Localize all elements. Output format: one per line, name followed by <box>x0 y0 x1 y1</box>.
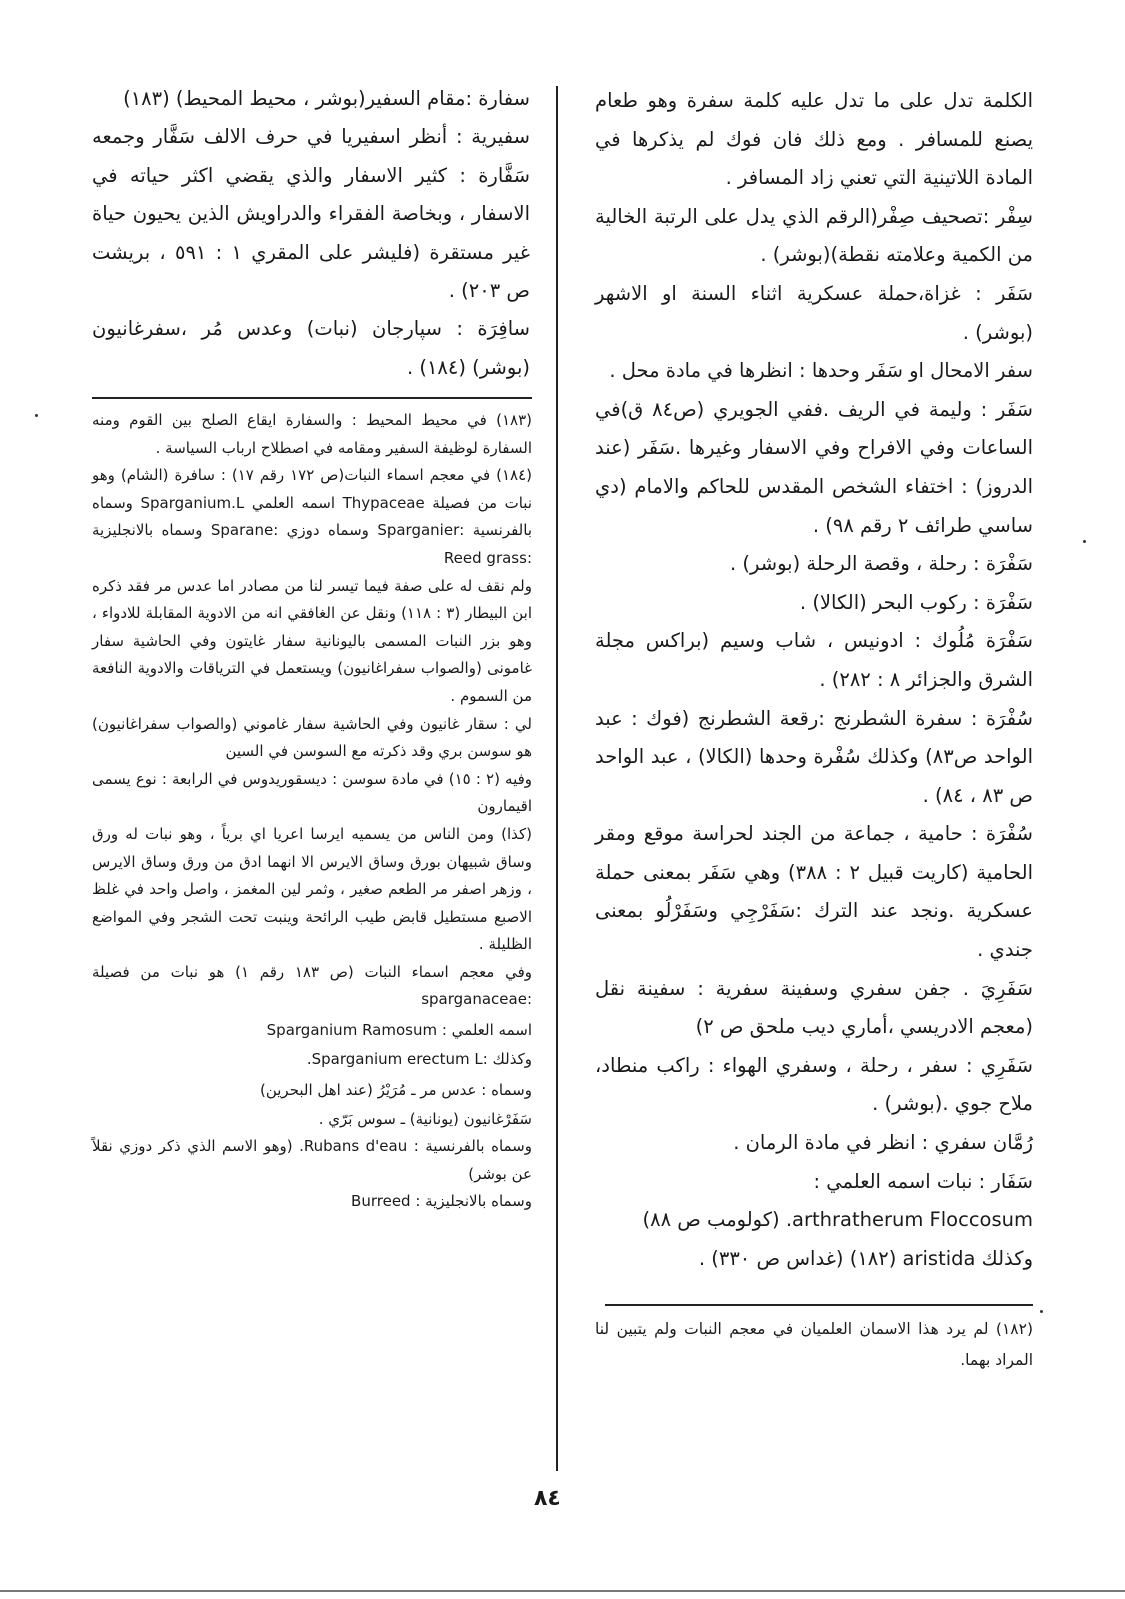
paragraph: سَفَار : نبات اسمه العلمي : <box>813 1169 1033 1193</box>
paragraph: سافِرَة : سپارجان (نبات) وعدس مُر ،سفرغانيون (بوشر) (١٨٤) . <box>92 317 530 379</box>
footnote: وسماه : عدس مر ـ مُرَيْرُ (عند اهل البحرين) <box>259 1080 532 1099</box>
paragraph: سَفْرَة : ركوب البحر (الكالا) . <box>799 590 1033 614</box>
footnote: (١٨٢) لم يرد هذا الاسمان العلميان في معجم النبات ولم يتبين لنا المراد بهما. <box>595 1320 1033 1370</box>
paragraph: سَفَرِيَ . جفن سفري وسفينة سفرية : سفينة نقل (معجم الادريسي ،أماري ديب ملحق ص ٢) <box>595 976 1033 1039</box>
footnote: وفيه (٢ : ١٥) في مادة سوسن : ديسقوريدوس في الرابعة : نوع يسمى اقيمارون <box>92 769 533 816</box>
paragraph: سَفْرَة مُلُوك : ادونيس ، شاب وسيم (براكس مجلة الشرق والجزائر ٨ : ٢٨٢) . <box>595 629 1033 691</box>
left-column-main <box>92 80 530 387</box>
footnote-divider <box>605 1304 1033 1306</box>
paragraph: سفارة :مقام السفير(بوشر ، محيط المحيط) (١٨٣) <box>123 87 530 110</box>
paragraph: سُفْرَة : حامية ، جماعة من الجند لحراسة موقع ومقر الحامية (كاريت قبيل ٢ : ٣٨٨) وهي سَفَر بمعنى حملة عسكرية .ونجد عند الترك :سَفَرْجِي وسَفَرْلُو بمعنى جندي . <box>595 822 1034 962</box>
paragraph: سَفْرَة : رحلة ، وقصة الرحلة (بوشر) . <box>729 552 1033 576</box>
footnote: لي : سقار غانيون وفي الحاشية سفار غاموني (والصواب سفراغانيون) هو سوسن بري وقد ذكرته مع السوسن في السين <box>92 714 532 761</box>
paragraph: arthratherum Floccosum. (كولومب ص ٨٨) <box>642 1208 1033 1232</box>
footnote-block <box>595 1314 1033 1376</box>
paragraph: سُفْرَة : سفرة الشطرنج :رقعة الشطرنج (فوك : عبد الواحد ص٨٣) وكذلك سُفْرة وحدها (الكالا) ، عبد الواحد ص ٨٣ ، ٨٤) . <box>595 706 1033 807</box>
paragraph: الكلمة تدل على ما تدل عليه كلمة سفرة وهو طعام يصنع للمسافر . ومع ذلك فان فوك لم يذكرها في المادة اللاتينية التي تعني زاد المسافر . <box>595 89 1033 190</box>
paragraph: سَفَر : غزاة،حملة عسكرية اثناء السنة او الاشهر (بوشر) . <box>595 281 1033 344</box>
footnote: ولم نقف له على صفة فيما تيسر لنا من مصادر اما عدس مر فقد ذكره ابن البيطار (٣ : ١١٨) ونقل عن الغافقي انه من الادوية المقابلة للادواء ، وهو بزر النبات المسمى باليونانية سفار غايتون وفي الحاشية سفار غامونى (والصواب سفراغانيون) ويستعمل في الترياقات والادوية النافعة من السموم . <box>92 576 532 705</box>
footnote: (١٨٤) في معجم اسماء النبات(ص ١٧٢ رقم ١٧) : سافرة (الشام) وهو نبات من فصيلة Thypaceae اسمه العلمي Sparganium.L وسماه بالفرنسية :Sparganier وسماه دوزي :Sparane وسماه بالانجليزية :Reed grass <box>92 466 532 567</box>
footnote: وسماه بالانجليزية : Burreed <box>351 1192 532 1211</box>
page-number: ٨٤ <box>534 1486 561 1511</box>
scan-edge <box>0 1590 1125 1592</box>
footnote: سَفَرْغانيون (يونانية) ـ سوس بَرّي . <box>318 1109 532 1128</box>
scan-speck <box>1040 1310 1043 1313</box>
paragraph: سفر الامحال او سَفَر وحدها : انظرها في مادة محل . <box>609 359 1033 383</box>
paragraph: رُمَّان سفري : انظر في مادة الرمان . <box>733 1131 1033 1155</box>
footnote: وفي معجم اسماء النبات (ص ١٨٣ رقم ١) هو نبات من فصيلة :sparganaceae <box>92 962 532 1009</box>
scan-speck <box>1083 540 1086 543</box>
scan-speck <box>35 414 38 417</box>
right-column <box>595 82 1033 1376</box>
footnote: وكذلك :Sparganium erectum L. <box>306 1050 532 1069</box>
footnote-divider <box>92 397 532 399</box>
paragraph: سَفَر : وليمة في الريف .ففي الجويري (ص٨٤ ق)في الساعات وفي الافراح وفي الاسفار وغيرها .سَفَر (عند الدروز) : اختفاء الشخص المقدس للحاكم والامام (دي ساسي طرائف ٢ رقم ٩٨) . <box>595 397 1033 537</box>
paragraph: سِفْر :تصحيف صِفْر(الرقم الذي يدل على الرتبة الخالية من الكمية وعلامته نقطة)(بوشر) . <box>595 204 1033 267</box>
paragraph: سَفَرِي : سفر ، رحلة ، وسفري الهواء : راكب منطاد، ملاح جوي .(بوشر) . <box>595 1053 1033 1116</box>
footnote: وسماه بالفرنسية : Rubans d'eau. (وهو الاسم الذي ذكر دوزي نقلاً عن بوشر) <box>92 1137 532 1183</box>
footnote: اسمه العلمي : Sparganium Ramosum <box>266 1021 532 1040</box>
column-divider <box>556 86 558 1471</box>
footnote: (١٨٣) في محيط المحيط : والسفارة ايقاع الصلح بين القوم ومنه السفارة لوظيفة السفير ومقامه في اصطلاح ارباب السياسة . <box>92 411 532 457</box>
paragraph: سفيرية : أنظر اسفيريا في حرف الالف سَفَّار وجمعه سَفَّارة : كثير الاسفار والذي يقضي اكثر حياته في الاسفار ، وبخاصة الفقراء والدراويش الذين يحيون حياة غير مستقرة (فليشر على المقري ١ : ٥٩١ ، بريشت ص ٢٠٣) . <box>92 125 531 303</box>
left-footnotes <box>92 407 532 1216</box>
paragraph: وكذلك aristida (١٨٢) (غداس ص ٣٣٠) . <box>698 1246 1033 1270</box>
footnote: (كذا) ومن الناس من يسميه ايرسا اعريا اي برياً ، وهو نبات له ورق وساق شبيهان بورق وساق الايرس الا انهما ادق من ورق وساق الايرس ، وزهر اصفر مر الطعم صغير ، وثمر لين المغمز ، واصل واحد في غلظ الاصبع مستطيل قابض طيب الرائحة وينبت تحت الشجر وفي المواضع الظليلة . <box>92 824 532 954</box>
